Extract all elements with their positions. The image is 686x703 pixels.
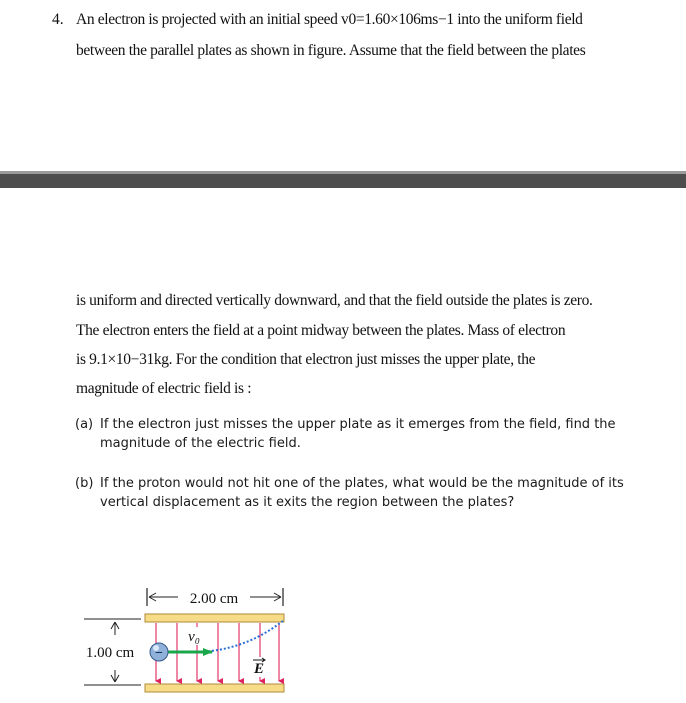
subquestion-b-line-2: vertical displacement as it exits the region between the plates?: [100, 495, 515, 510]
plate-length-label: 2.00 cm: [189, 591, 239, 607]
question-text-line-5: is 9.1×10−31kg. For the condition that electron just misses the upper plate, the: [76, 351, 536, 368]
question-text-line-3: is uniform and directed vertically downward, and that the field outside the plates is zero.: [76, 292, 593, 309]
velocity-label: v₀: [188, 629, 200, 645]
question-text-line-1: An electron is projected with an initial speed v0=1.60×106ms−1 into the uniform field: [76, 11, 583, 28]
question-number: 4.: [52, 11, 64, 28]
parallel-plates-figure: [0, 575, 686, 703]
separation-label: 1.00 cm: [85, 645, 135, 661]
question-text-line-6: magnitude of electric field is :: [76, 380, 252, 397]
lower-plate: [145, 684, 284, 692]
question-text-line-2: between the parallel plates as shown in figure. Assume that the field between the plates: [76, 42, 586, 59]
subquestion-b-line-1: If the proton would not hit one of the plates, what would be the magnitude of its: [100, 476, 624, 491]
page-divider-bar: [0, 174, 686, 188]
question-text-line-4: The electron enters the field at a point midway between the plates. Mass of electron: [76, 322, 566, 339]
electron-charge-sign: −: [155, 646, 163, 661]
upper-plate: [145, 614, 284, 622]
subquestion-a-label: (a): [75, 417, 94, 432]
field-label: E: [253, 661, 265, 677]
subquestion-a-line-1: If the electron just misses the upper plate as it emerges from the field, find the: [100, 417, 616, 432]
subquestion-a: [75, 415, 616, 451]
subquestion-a-line-2: magnitude of the electric field.: [100, 436, 301, 451]
subquestion-b: [75, 474, 624, 510]
subquestion-b-label: (b): [75, 476, 94, 491]
electron-trajectory: [160, 620, 284, 652]
